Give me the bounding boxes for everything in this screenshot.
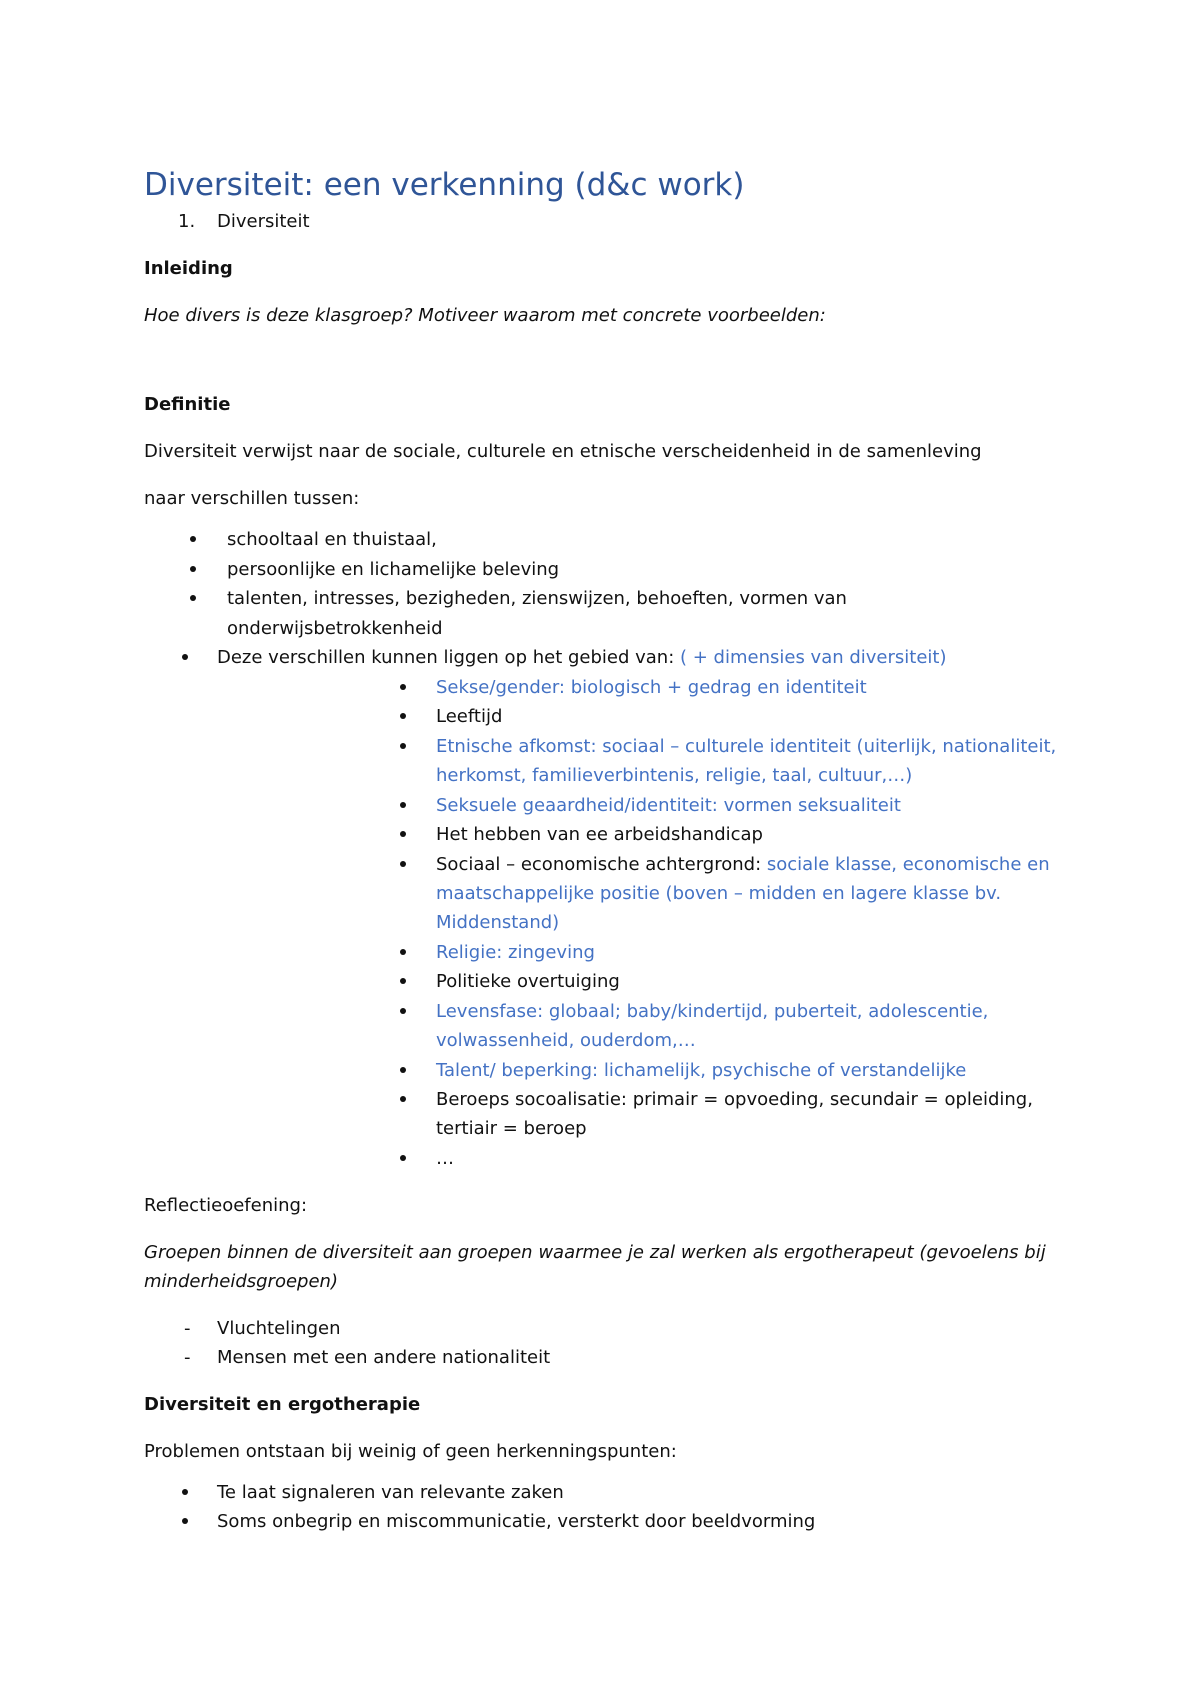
sociaal-label: Sociaal – economische achtergrond:	[436, 854, 767, 875]
bullet-icon	[400, 743, 406, 749]
bullet-icon	[400, 831, 406, 837]
numbered-item: Diversiteit	[217, 211, 310, 232]
list-number: 1.	[178, 211, 196, 232]
dimension-item-continuation: maatschappelijke positie (boven – midden en lagere klasse bv.	[436, 883, 1002, 904]
list-item-deze	[217, 646, 947, 670]
dash-item: Mensen met een andere nationaliteit	[217, 1347, 551, 1368]
deze-blue-text: ( + dimensies van diversiteit)	[680, 647, 947, 668]
bullet-icon	[400, 1008, 406, 1014]
dimension-item: Religie: zingeving	[436, 942, 595, 963]
dimension-item: Talent/ beperking: lichamelijk, psychische of verstandelijke	[436, 1060, 967, 1081]
definitie-text: Diversiteit verwijst naar de sociale, culturele en etnische verscheidenheid in de samenleving	[144, 441, 982, 462]
dimension-item: Levensfase: globaal; baby/kindertijd, puberteit, adolescentie,	[436, 1001, 989, 1022]
dimension-item-continuation: herkomst, familieverbintenis, religie, taal, cultuur,…)	[436, 765, 913, 786]
naar-text: naar verschillen tussen:	[144, 488, 360, 509]
list-item: talenten, intresses, bezigheden, zienswijzen, behoeften, vormen van	[227, 588, 847, 609]
list-item: Te laat signaleren van relevante zaken	[217, 1482, 564, 1503]
heading-ergotherapie: Diversiteit en ergotherapie	[144, 1394, 421, 1415]
dimension-item-continuation: tertiair = beroep	[436, 1118, 587, 1139]
dimension-item: …	[436, 1148, 454, 1169]
bullet-icon	[400, 802, 406, 808]
list-item-continuation: onderwijsbetrokkenheid	[227, 618, 443, 639]
heading-inleiding: Inleiding	[144, 258, 233, 279]
deze-text: Deze verschillen kunnen liggen op het gebied van:	[217, 647, 680, 668]
heading-definitie: Definitie	[144, 394, 231, 415]
list-item: persoonlijke en lichamelijke beleving	[227, 559, 560, 580]
bullet-icon	[400, 978, 406, 984]
dash-marker: -	[184, 1347, 191, 1368]
dash-item: Vluchtelingen	[217, 1318, 341, 1339]
bullet-icon	[182, 1489, 188, 1495]
dimension-item: Politieke overtuiging	[436, 971, 620, 992]
document-title: Diversiteit: een verkenning (d&c work)	[144, 167, 745, 203]
sociaal-blue-text: sociale klasse, economische en	[766, 854, 1050, 875]
bullet-icon	[400, 1155, 406, 1161]
dash-marker: -	[184, 1318, 191, 1339]
dimension-item: Sekse/gender: biologisch + gedrag en identiteit	[436, 677, 867, 698]
dimension-item: Seksuele geaardheid/identiteit: vormen seksualiteit	[436, 795, 901, 816]
reflectie-text: Groepen binnen de diversiteit aan groepen waarmee je zal werken als ergotherapeut (gevoelens bij	[144, 1242, 1046, 1263]
inleiding-question: Hoe divers is deze klasgroep? Motiveer waarom met concrete voorbeelden:	[144, 305, 826, 326]
list-item: schooltaal en thuistaal,	[227, 529, 437, 550]
bullet-icon	[182, 654, 188, 660]
heading-reflectie: Reflectieoefening:	[144, 1195, 308, 1216]
bullet-icon	[400, 713, 406, 719]
bullet-icon	[400, 684, 406, 690]
bullet-icon	[190, 566, 196, 572]
list-item: Soms onbegrip en miscommunicatie, versterkt door beeldvorming	[217, 1511, 816, 1532]
dimension-item	[436, 853, 1050, 877]
bullet-icon	[400, 949, 406, 955]
dimension-item: Beroeps socoalisatie: primair = opvoeding, secundair = opleiding,	[436, 1089, 1033, 1110]
bullet-icon	[182, 1518, 188, 1524]
dimension-item: Leeftijd	[436, 706, 503, 727]
dimension-item-continuation: volwassenheid, ouderdom,…	[436, 1030, 696, 1051]
problemen-text: Problemen ontstaan bij weinig of geen herkenningspunten:	[144, 1441, 677, 1462]
bullet-icon	[400, 1067, 406, 1073]
reflectie-text-continuation: minderheidsgroepen)	[144, 1271, 338, 1292]
dimension-item: Etnische afkomst: sociaal – culturele identiteit (uiterlijk, nationaliteit,	[436, 736, 1057, 757]
bullet-icon	[190, 595, 196, 601]
dimension-item-continuation: Middenstand)	[436, 912, 560, 933]
bullet-icon	[400, 861, 406, 867]
bullet-icon	[400, 1096, 406, 1102]
dimension-item: Het hebben van ee arbeidshandicap	[436, 824, 763, 845]
bullet-icon	[190, 536, 196, 542]
